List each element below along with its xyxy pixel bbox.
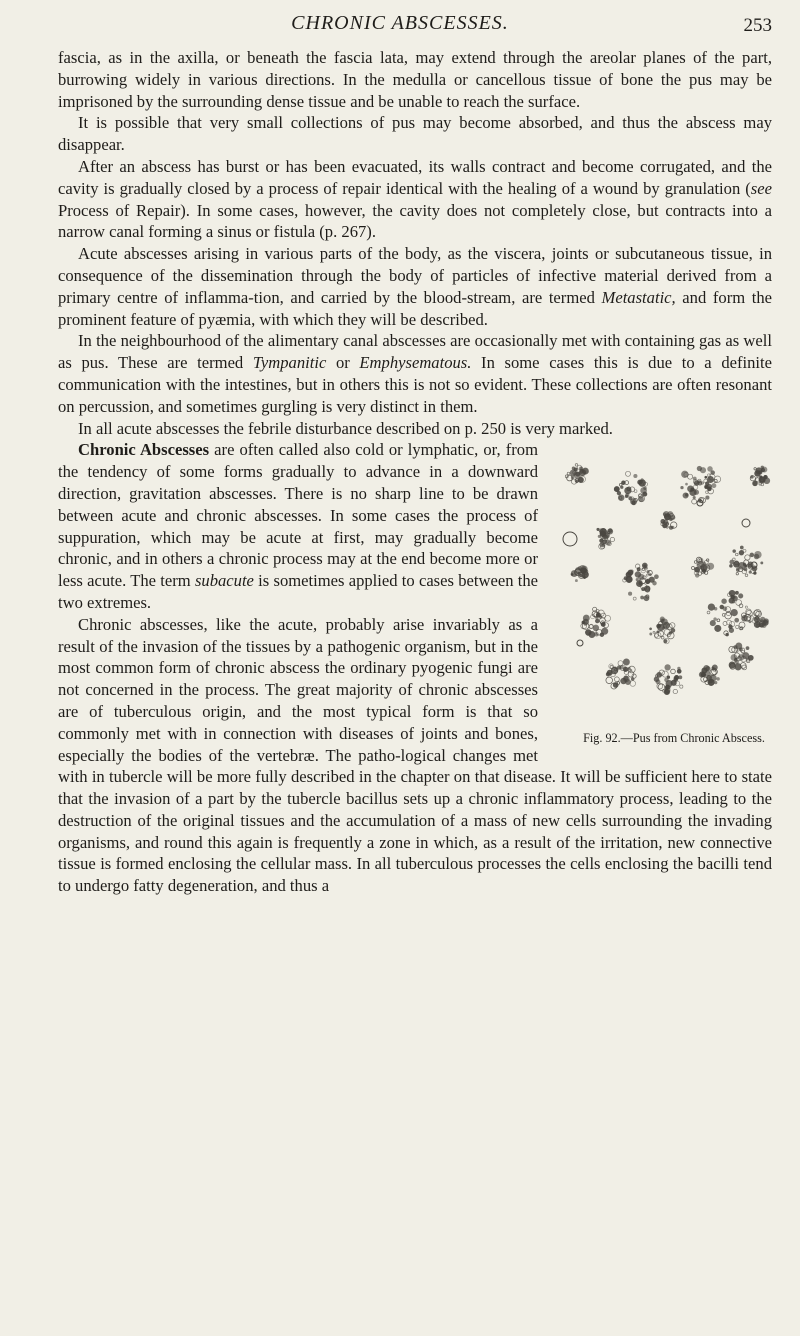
paragraph-8: Chronic abscesses, like the acute, probably arise invariably as a result of the invasion of the tissues by a pathogenic organism, but in the most common form of chronic abscess the ordinary pyogenic fungi are not concerned in the process. The great majority of chronic abscesses are of tuberculous origin, and the most typical form is that so commonly met with in connection with diseases of joints and bones, especially the bodies of the vertebræ. The patho-logical changes met with in tubercle will be more fully described in the chapter on that disease. It will be sufficient here to state that the invasion of a part by the tubercle bacillus sets up a chronic inflammatory process, leading to the destruction of the original tissues and the accumulation of a mass of new cells surrounding the invading organisms, and round this again is frequently a zone in which, as a result of the irritation, new connective tissue is formed enclosing the cellular mass. In all tuberculous processes the cells enclosing the bacilli tend to undergo fatty degeneration, and thus a — [58, 614, 772, 896]
term-tympanitic: Tympanitic — [252, 353, 327, 373]
running-head — [0, 10, 800, 40]
pus-cell-cluster — [752, 610, 769, 628]
paragraph-2: It is possible that very small collections of pus may become absorbed, and thus the abscess may disappear. — [58, 113, 772, 155]
pus-cell-cluster — [654, 665, 683, 695]
text-run: After an abscess has burst or has been evacuated, its walls contract and become corrugated, and the cavity is gradually closed by a process of repair identical with the healing of a wound by granulation ( — [58, 156, 772, 198]
text-run: or — [326, 353, 360, 373]
pus-cell-cluster — [650, 617, 675, 644]
text-run: Acute abscesses arising in various parts of the body, as the viscera, joints or subcutaneous tissue, in consequence of the dissemination through the body of particles of infective material derived from a primary centre of inflamma-tion, and carried by the blood-stream, are termed — [58, 244, 772, 307]
paragraph-6: In all acute abscesses the febrile disturbance described on p. 250 is very marked. — [78, 418, 613, 438]
figure-caption: Fig. 92.—Pus from Chronic Abscess. — [583, 730, 765, 745]
text-run: are often called also cold or lymphatic, or, from the tendency of some forms gradually to advance in a downward direction, gravitation abscesses. There is no sharp line to be drawn between acute and chronic abscesses. In some cases the process of suppuration, which may be acute at first, may gradually become chronic, and in others a chronic process may at the end become more or less acute. The term — [58, 440, 538, 591]
pus-cell-cluster — [707, 591, 754, 637]
text-run: and form the prominent feature of pyæmia, with which they will be described. — [58, 287, 772, 329]
text-run: In the neighbourhood of the alimentary canal abscesses are occasionally met with containing gas as well as pus. These are termed — [58, 331, 772, 373]
pus-cell-cluster — [681, 467, 721, 505]
see-reference: see — [750, 178, 772, 198]
running-title: CHRONIC ABSCESSES. — [291, 12, 509, 34]
pus-cell-cluster — [699, 665, 719, 686]
text-run: Process of Repair). In some cases, however, the cavity does not completely close, but contracts into a narrow canal forming a sinus or fistula (p. 267). — [58, 200, 772, 242]
section-heading: Chronic Abscesses — [78, 440, 210, 460]
term-subacute: subacute — [194, 571, 254, 591]
term-metastatic: Metastatic, — [601, 287, 676, 307]
body-text — [58, 47, 772, 897]
pus-cell-cluster — [597, 529, 615, 550]
pus-cell-cluster — [571, 566, 588, 582]
term-emphysematous: Emphysematous. — [359, 353, 472, 373]
paragraph-4 — [58, 243, 772, 330]
pus-cell-cluster — [614, 472, 647, 506]
paragraph-5 — [58, 330, 772, 417]
isolated-cell — [577, 640, 583, 646]
isolated-cell — [563, 532, 577, 546]
text-run: In some cases this is due to a definite communication with the intestines, but in others this is not so evident. These collections are often resonant on percussion, and sometimes gurgling is very distinct in them. — [58, 353, 772, 416]
micrograph-illustration — [550, 443, 778, 759]
paragraph-1: fascia, as in the axilla, or beneath the fascia lata, may extend through the areolar planes of the part, burrowing widely in various directions. In the medulla or cancellous tissue of bone the pus may be imprisoned by the surrounding dense tissue and be unable to reach the surface. — [58, 48, 772, 111]
text-run: is sometimes applied to cases between the two extremes. — [58, 571, 539, 612]
pus-cell-cluster — [692, 557, 714, 577]
pus-cell-cluster — [606, 659, 636, 689]
figure-pus-chronic-abscess — [550, 443, 778, 759]
pus-cell-cluster — [730, 546, 763, 577]
paragraph-7 — [58, 439, 772, 745]
paragraph-3 — [58, 156, 772, 243]
pus-cell-cluster — [661, 512, 677, 530]
pus-cell-cluster — [565, 464, 588, 485]
pus-cell-cluster — [581, 608, 611, 638]
pus-cell-cluster — [729, 643, 754, 670]
isolated-cell — [742, 519, 750, 527]
pus-cell-cluster — [623, 563, 659, 601]
page-number: 253 — [743, 15, 772, 36]
pus-cell-cluster — [750, 466, 770, 486]
